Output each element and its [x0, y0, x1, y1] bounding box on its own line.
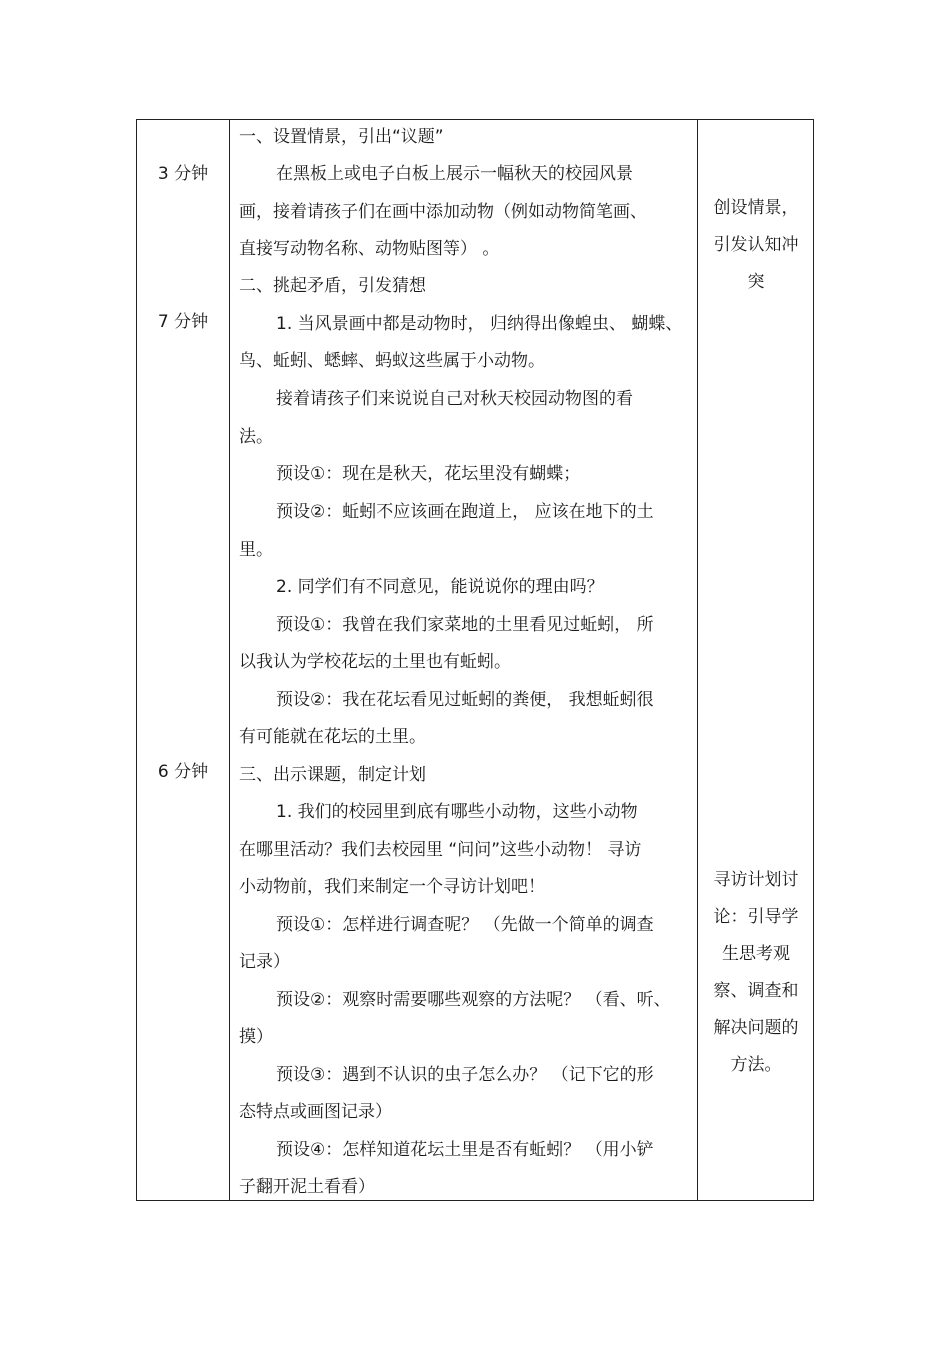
content-line: 在黑板上或电子白板上展示一幅秋天的校园风景	[276, 164, 633, 184]
content-line: 记录）	[239, 952, 290, 972]
content-line: 预设①：怎样进行调查呢？ （先做一个简单的调查	[276, 915, 654, 935]
note-line: 解决问题的	[713, 1018, 799, 1038]
content-line: 直接写动物名称、动物贴图等） 。	[239, 239, 500, 259]
content-heading-3: 三、出示课题，制定计划	[239, 765, 426, 785]
note-line: 创设情景，	[713, 198, 799, 218]
content-line: 1. 我们的校园里到底有哪些小动物，这些小动物	[276, 802, 638, 822]
content-line: 画，接着请孩子们在画中添加动物（例如动物简笔画、	[239, 202, 647, 222]
note-line: 察、调查和	[713, 981, 799, 1001]
content-line: 在哪里活动？我们去校园里 “问问”这些小动物！ 寻访	[239, 840, 642, 860]
content-line: 有可能就在花坛的土里。	[239, 727, 426, 747]
content-line: 预设①：现在是秋天，花坛里没有蝴蝶；	[276, 464, 581, 484]
content-line: 预设②：蚯蚓不应该画在跑道上， 应该在地下的土	[276, 502, 654, 522]
note-line: 方法。	[730, 1055, 782, 1075]
content-line: 态特点或画图记录）	[239, 1102, 392, 1122]
content-line: 接着请孩子们来说说自己对秋天校园动物图的看	[276, 389, 633, 409]
content-line: 法。	[239, 427, 273, 447]
note-line: 论：引导学	[713, 907, 799, 927]
content-line: 1. 当风景画中都是动物时， 归纳得出像蝗虫、 蝴蝶、	[276, 314, 683, 334]
note-line: 生思考观	[722, 944, 790, 964]
content-heading-1: 一、设置情景，引出“议题”	[239, 127, 444, 147]
content-line: 小动物前，我们来制定一个寻访计划吧！	[239, 877, 545, 897]
content-line: 鸟、蚯蚓、蟋蟀、蚂蚁这些属于小动物。	[239, 351, 545, 371]
content-line: 预设①：我曾在我们家菜地的土里看见过蚯蚓， 所	[276, 615, 654, 635]
content-line: 预设②：我在花坛看见过蚯蚓的粪便， 我想蚯蚓很	[276, 690, 654, 710]
column-divider-1	[229, 120, 230, 1200]
content-line: 里。	[239, 540, 273, 560]
content-line: 预设④：怎样知道花坛土里是否有蚯蚓？ （用小铲	[276, 1140, 654, 1160]
note-line: 突	[747, 272, 765, 292]
note-line: 寻访计划讨	[713, 870, 799, 890]
lesson-plan-table	[136, 119, 814, 1201]
content-line: 2. 同学们有不同意见，能说说你的理由吗？	[276, 577, 604, 597]
content-line: 摸）	[239, 1027, 273, 1047]
content-heading-2: 二、挑起矛盾，引发猜想	[239, 276, 426, 296]
content-line: 预设③：遇到不认识的虫子怎么办？ （记下它的形	[276, 1065, 654, 1085]
note-line: 引发认知冲	[713, 235, 799, 255]
content-line: 子翻开泥土看看）	[239, 1177, 375, 1197]
time-label-1: 3 分钟	[157, 164, 209, 184]
content-line: 以我认为学校花坛的土里也有蚯蚓。	[239, 652, 511, 672]
time-label-2: 7 分钟	[157, 312, 209, 332]
time-label-3: 6 分钟	[157, 762, 209, 782]
content-line: 预设②：观察时需要哪些观察的方法呢？ （看、听、	[276, 990, 671, 1010]
